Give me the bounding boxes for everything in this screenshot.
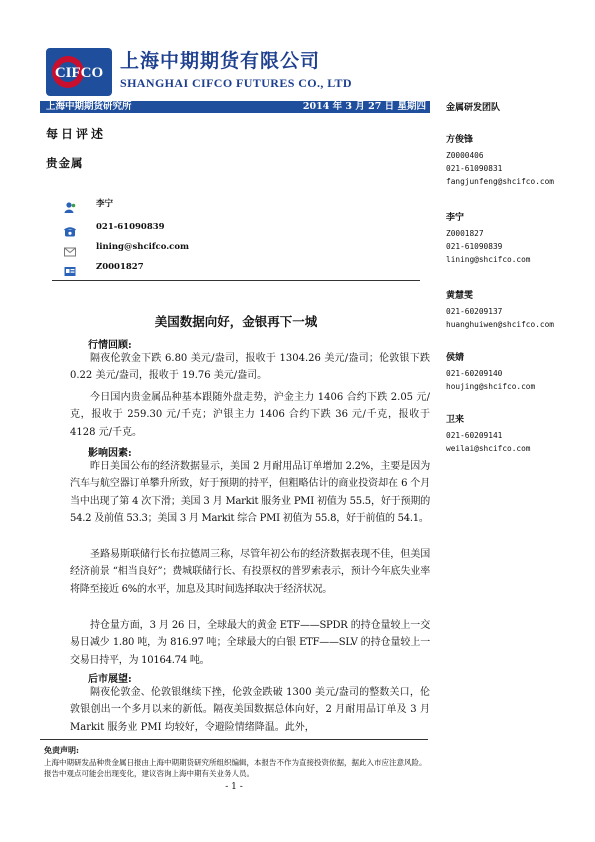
analyst-phone-row: [64, 220, 165, 234]
member-phone: 021-61090839: [446, 242, 503, 251]
member-email[interactable]: houjing@shcifco.com: [446, 382, 536, 391]
disclaimer-title: 免责声明:: [44, 745, 79, 755]
team-member-huang: [446, 288, 586, 331]
team-member-fang: [446, 132, 586, 188]
member-phone: 021-60209141: [446, 431, 503, 440]
team-member-wei: [446, 412, 586, 455]
team-member-li: [446, 210, 586, 266]
company-name-en: SHANGHAI CIFCO FUTURES CO., LTD: [120, 76, 352, 90]
paragraph-review-1: 隔夜伦敦金下跌 6.80 美元/盎司，报收于 1304.26 美元/盎司；伦敦银下跌 0.22 美元/盎司，报收于 19.76 美元/盎司。: [70, 353, 430, 382]
analyst-phone: 021-61090839: [96, 222, 165, 232]
analyst-email-row: [64, 240, 189, 254]
analyst-license-row: [64, 260, 144, 274]
member-email[interactable]: lining@shcifco.com: [446, 255, 531, 264]
paragraph-factors-3: 持仓量方面，3 月 26 日，全球最大的黄金 ETF——SPDR 的持仓量较上一交易日减少 1.80 吨，为 816.97 吨；全球最大的白银 ETF——SLV 的持仓量较上一交易日持平，为 10164.74 吨。: [70, 620, 430, 666]
page-number: - 1 -: [225, 782, 243, 792]
report-date: 2014 年 3 月 27 日 星期四: [302, 101, 426, 112]
disclaimer-text: 上海中期研发品种贵金属日报由上海中期期货研究所组织编辑，本报告不作为直接投资依据，据此入市应注意风险。报告中观点可能会出现变化，建议咨询上海中期有关业务人员。: [44, 758, 427, 778]
member-email[interactable]: huanghuiwen@shcifco.com: [446, 320, 554, 329]
member-name: 卫来: [446, 415, 465, 425]
institute-name: 上海中期期货研究所: [46, 101, 132, 112]
section-title-review: 行情回顾:: [88, 340, 132, 351]
section-title-outlook: 后市展望:: [88, 674, 132, 685]
member-phone: 021-60209137: [446, 307, 503, 316]
paragraph-factors-2: 圣路易斯联储行长布拉德周三称，尽管年初公布的经济数据表现不佳，但美国经济前景 “相当良好”；费城联储行长、有投票权的普罗索表示，预计今年底失业率将降至接近 6%的水平，加息及其时间选择取决于经济状况。: [70, 549, 430, 595]
phone-icon: [64, 222, 76, 233]
report-type: 每日评述: [46, 127, 107, 141]
member-name: 方俊锋: [446, 135, 474, 145]
analyst-name: 李宁: [96, 199, 114, 209]
member-license: Z0001827: [446, 229, 484, 238]
analyst-contact-box: [52, 190, 420, 278]
footer-divider: [40, 739, 428, 740]
company-name-cn: 上海中期期货有限公司: [120, 50, 321, 72]
member-phone: 021-61090831: [446, 164, 503, 173]
member-name: 黄慧雯: [446, 291, 474, 301]
report-sector: 贵金属: [46, 156, 84, 170]
paragraph-review-2: 今日国内贵金属品种基本跟随外盘走势，沪金主力 1406 合约下跌 2.05 元/克，报收于 259.30 元/千克；沪银主力 1406 合约下跌 36 元/千克，报收于 4128 元/千克。: [70, 392, 430, 438]
mail-icon: [64, 242, 76, 253]
member-name: 侯婧: [446, 353, 465, 363]
analyst-name-row: [64, 196, 113, 210]
member-license: Z0000406: [446, 151, 484, 160]
section-title-factors: 影响因素:: [88, 448, 132, 459]
sidebar-heading: 金属研发团队: [446, 103, 501, 113]
research-team-sidebar: [446, 100, 566, 453]
analyst-license: Z0001827: [96, 262, 144, 272]
cifco-logo: [44, 46, 114, 98]
person-icon: [64, 198, 76, 209]
member-email[interactable]: fangjunfeng@shcifco.com: [446, 177, 554, 186]
paragraph-outlook-1: 隔夜伦敦金、伦敦银继续下挫，伦敦金跌破 1300 美元/盎司的整数关口，伦敦银创出一个多月以来的新低。隔夜美国数据总体向好，2 月耐用品订单及 3 月 Markit 服务业 PMI 均较好，令避险情绪降温。此外，: [70, 687, 430, 733]
article-headline: 美国数据向好，金银再下一城: [154, 314, 318, 329]
analyst-box-divider: [52, 280, 420, 281]
logo-text: CIFCO: [54, 65, 104, 81]
paragraph-factors-1: 昨日美国公布的经济数据显示，美国 2 月耐用品订单增加 2.2%，主要是因为汽车与航空器订单攀升所致，好于预期的持平，但粗略估计的商业投资却在 6 个月当中出现了第 4 次下滑；美国 3 月 Markit 服务业 PMI 初值为 55.5，好于预期的 54.2 及前值 53.3；美国 3 月 Markit 综合 PMI 初值为 55.8，好于前值的 54.1。: [70, 461, 430, 525]
member-email[interactable]: weilai@shcifco.com: [446, 444, 531, 453]
member-name: 李宁: [446, 213, 465, 223]
analyst-email[interactable]: lining@shcifco.com: [96, 242, 190, 252]
member-phone: 021-60209140: [446, 369, 503, 378]
id-card-icon: [64, 262, 76, 273]
team-member-hou: [446, 350, 586, 393]
